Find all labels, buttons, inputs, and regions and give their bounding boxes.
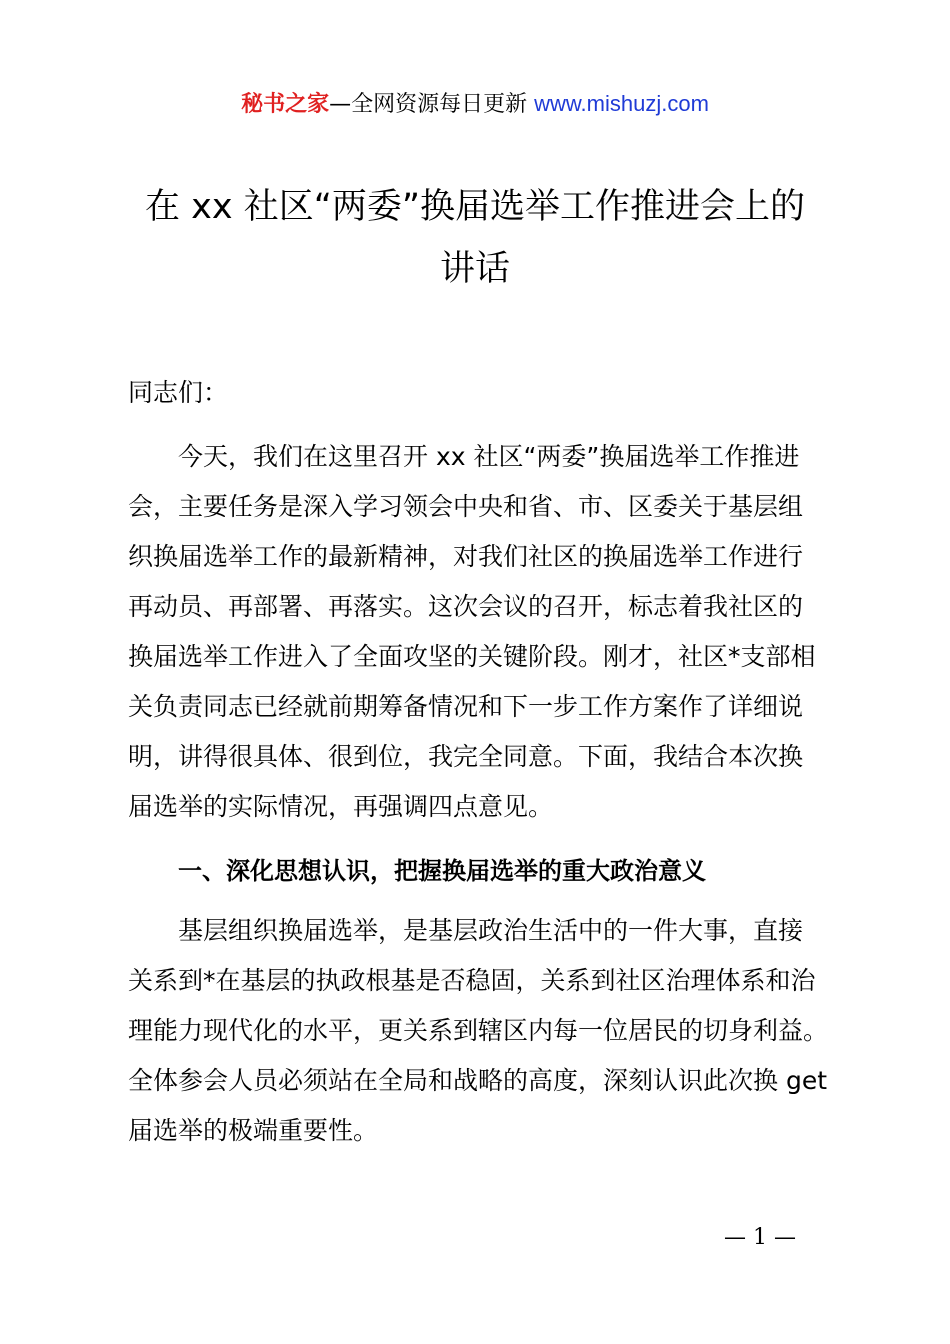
paragraph-line: 届选举的实际情况，再强调四点意见。 <box>128 792 554 821</box>
paragraph-line: 理能力现代化的水平，更关系到辖区内每一位居民的切身利益。 <box>128 1016 829 1045</box>
paragraph-line: 再动员、再部署、再落实。这次会议的召开，标志着我社区的 <box>128 592 804 621</box>
paragraph-line: 关负责同志已经就前期筹备情况和下一步工作方案作了详细说 <box>128 692 804 721</box>
title-line-2: 讲话 <box>439 249 510 289</box>
paragraph-line: 全体参会人员必须站在全局和战略的高度，深刻认识此次换 get <box>128 1066 828 1095</box>
title-line-1: 在 xx 社区“两委”换届选举工作推进会上的 <box>145 187 805 227</box>
paragraph-line: 织换届选举工作的最新精神，对我们社区的换届选举工作进行 <box>128 542 804 571</box>
header-brand: 秘书之家 <box>241 92 330 117</box>
header-tagline: —全网资源每日更新 <box>329 92 535 117</box>
paragraph-line: 换届选举工作进入了全面攻坚的关键阶段。刚才，社区*支部相 <box>128 642 816 671</box>
greeting: 同志们： <box>128 378 229 407</box>
document-title <box>100 176 850 300</box>
paragraph-line: 会，主要任务是深入学习领会中央和省、市、区委关于基层组 <box>128 492 804 521</box>
paragraph-2 <box>128 906 838 1156</box>
paragraph-line: 关系到*在基层的执政根基是否稳固，关系到社区治理体系和治 <box>128 966 816 995</box>
page-number: — 1 — <box>724 1225 796 1250</box>
paragraph-line: 届选举的极端重要性。 <box>128 1116 379 1145</box>
paragraph-line: 明，讲得很具体、很到位，我完全同意。下面，我结合本次换 <box>128 742 804 771</box>
section-heading-text: 一、深化思想认识，把握换届选举的重大政治意义 <box>178 857 706 885</box>
paragraph-1 <box>128 432 838 832</box>
site-header <box>0 88 950 121</box>
paragraph-line: 基层组织换届选举，是基层政治生活中的一件大事，直接 <box>178 916 804 945</box>
header-url-link[interactable]: www.mishuzj.com <box>534 91 709 116</box>
section-heading-1 <box>128 846 838 896</box>
paragraph-line: 今天，我们在这里召开 xx 社区“两委”换届选举工作推进 <box>178 442 800 471</box>
